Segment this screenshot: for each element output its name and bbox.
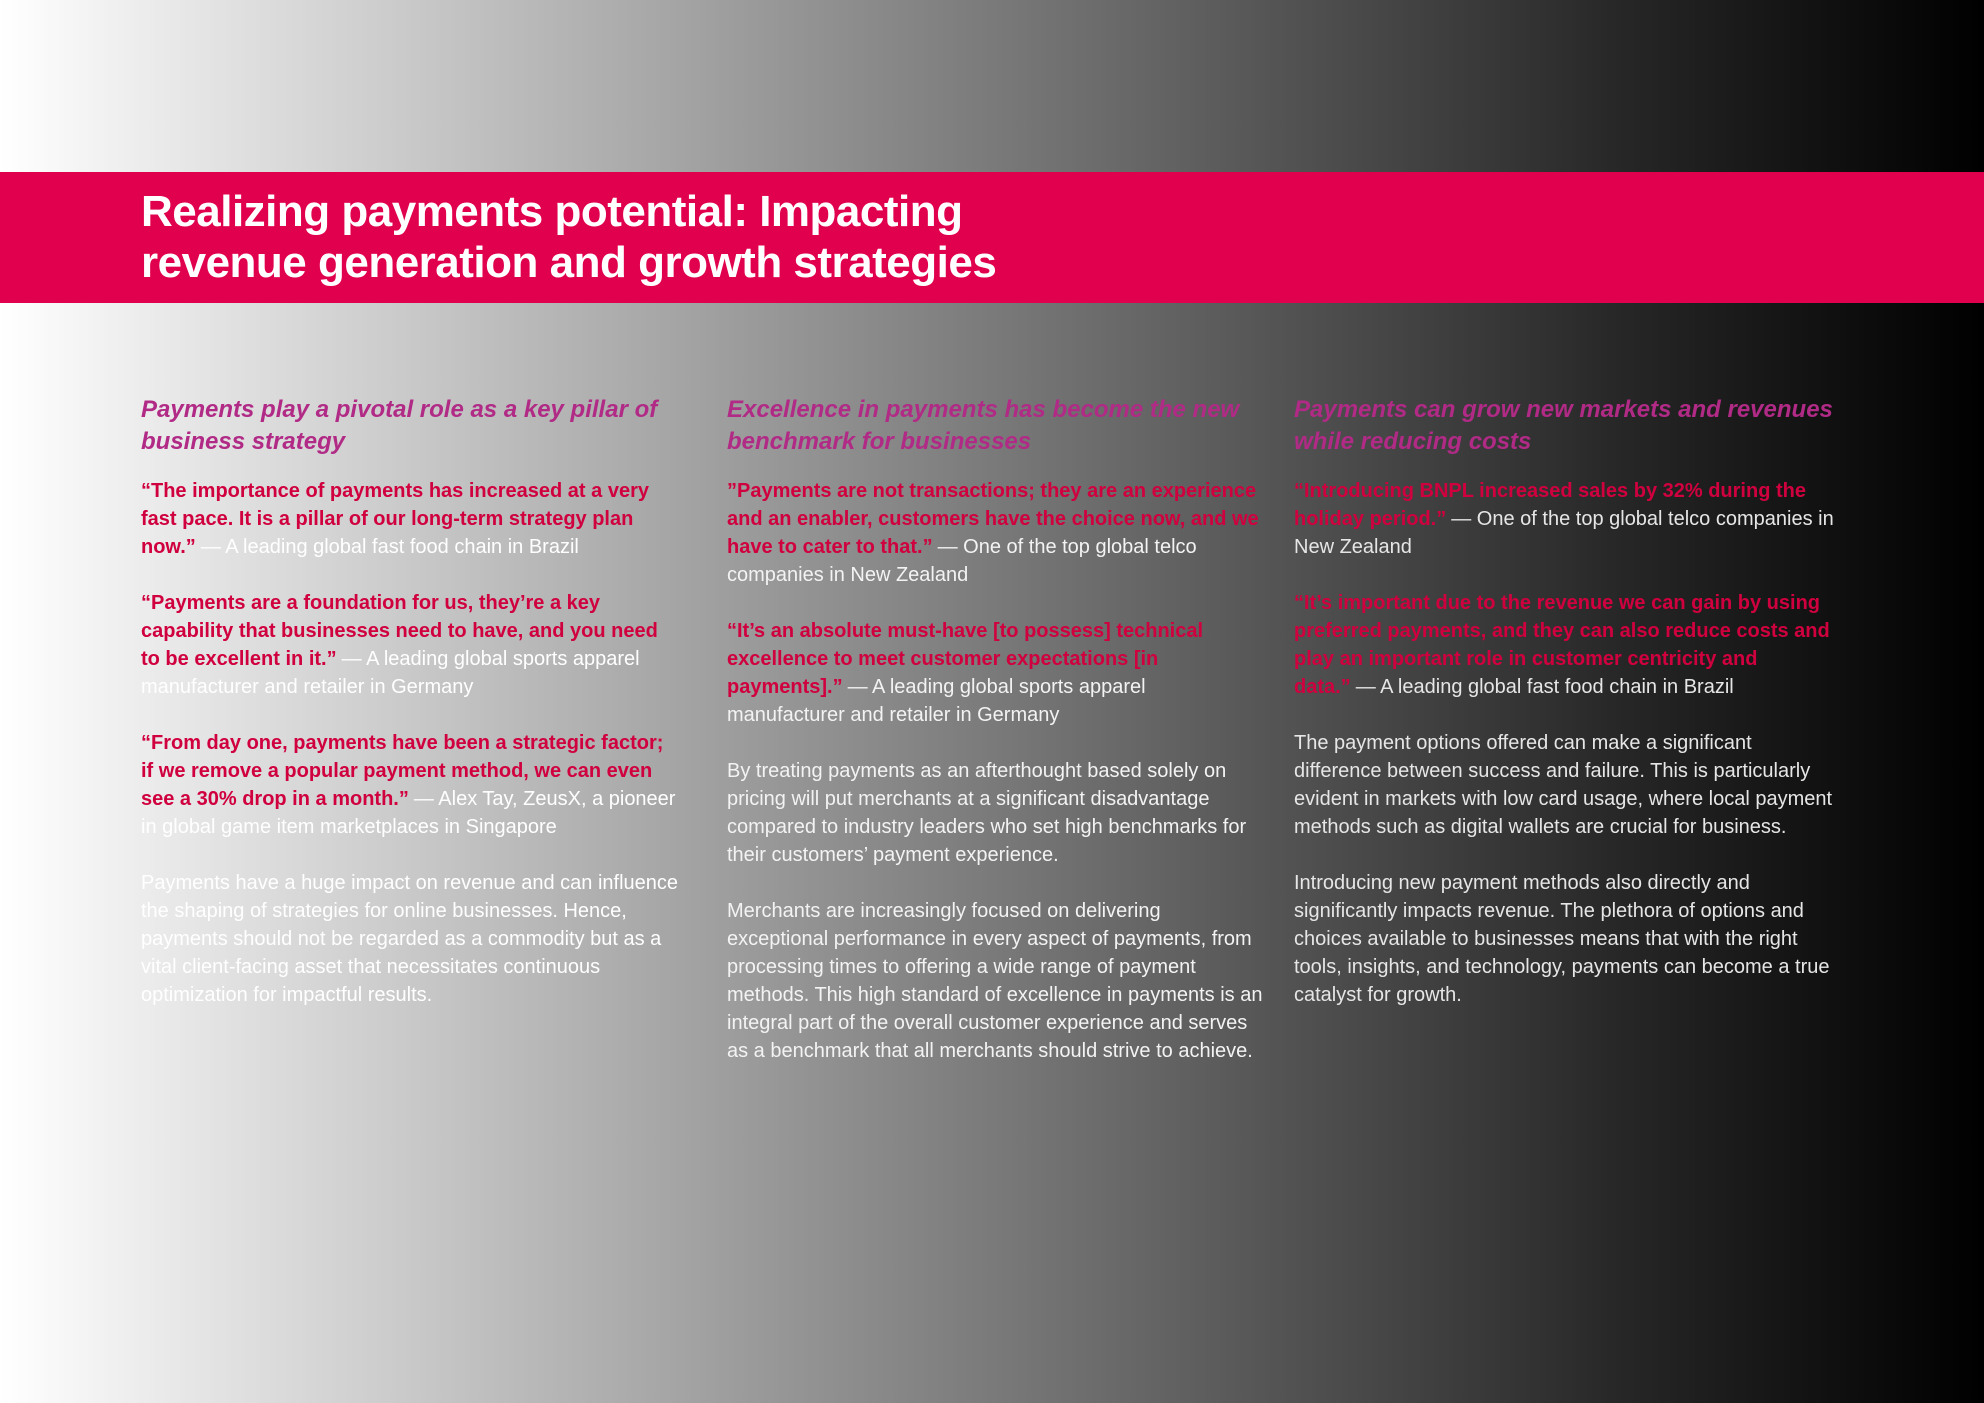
body-paragraph: Payments have a huge impact on revenue and can influence the shaping of strategies for online businesses. Hence, payments should not be regarded as a commodity but as a vital client-facing asset that necessitates continuous optimization for impactful results. bbox=[141, 872, 679, 1006]
quote-text: ”Payments are not transactions; they are an experience and an enabler, customers have the choice now, and we have to cater to that.” bbox=[727, 480, 1259, 558]
quote-text: “Payments are a foundation for us, they’re a key capability that businesses need to have, and you need to be excellent in it.” bbox=[141, 592, 658, 670]
column-strategy bbox=[141, 394, 681, 1037]
body-paragraph: Introducing new payment methods also directly and significantly impacts revenue. The plethora of options and choices available to businesses means that with the right tools, insights, and technology, payments can become a true catalyst for growth. bbox=[1294, 872, 1830, 1006]
quote-attribution: — A leading global sports apparel manufacturer and retailer in Germany bbox=[141, 648, 640, 698]
quote-block bbox=[141, 729, 681, 841]
column-heading: Payments can grow new markets and revenues while reducing costs bbox=[1294, 396, 1833, 455]
quote-attribution: — A leading global sports apparel manufacturer and retailer in Germany bbox=[727, 676, 1146, 726]
quote-block bbox=[1294, 589, 1834, 701]
column-excellence bbox=[727, 394, 1267, 1093]
body-paragraph: Merchants are increasingly focused on delivering exceptional performance in every aspect of payments, from processing times to offering a wide range of payment methods. This high standard of excellence in payments is an integral part of the overall customer experience and serves as a benchmark that all merchants should strive to achieve. bbox=[727, 900, 1263, 1062]
quote-text: “The importance of payments has increased at a very fast pace. It is a pillar of our long-term strategy plan now.” bbox=[141, 480, 649, 558]
quote-block bbox=[727, 477, 1267, 589]
quote-block bbox=[141, 477, 681, 561]
quote-text: “It’s an absolute must-have [to possess] technical excellence to meet customer expectations [in payments].” bbox=[727, 620, 1204, 698]
quote-attribution: — A leading global fast food chain in Brazil bbox=[1355, 676, 1734, 698]
quote-text: “From day one, payments have been a strategic factor; if we remove a popular payment method, we can even see a 30% drop in a month.” bbox=[141, 732, 664, 810]
quote-text: “It’s important due to the revenue we can gain by using preferred payments, and they can also reduce costs and play an important role in customer centricity and data.” bbox=[1294, 592, 1830, 698]
title-banner bbox=[0, 172, 1984, 303]
quote-text: “Introducing BNPL increased sales by 32% during the holiday period.” bbox=[1294, 480, 1806, 530]
body-paragraph: The payment options offered can make a significant difference between success and failure. This is particularly evident in markets with low card usage, where local payment methods such as digital wallets are crucial for business. bbox=[1294, 732, 1833, 838]
page-title-line-1: Realizing payments potential: Impacting bbox=[141, 187, 963, 236]
column-growth bbox=[1294, 394, 1834, 1037]
body-paragraph: By treating payments as an afterthought based solely on pricing will put merchants at a significant disadvantage compared to industry leaders who set high benchmarks for their customers’ payment experience. bbox=[727, 760, 1247, 866]
quote-attribution: — One of the top global telco companies in New Zealand bbox=[1294, 508, 1834, 558]
quote-block bbox=[1294, 477, 1834, 561]
page-title bbox=[141, 186, 1141, 288]
column-heading: Payments play a pivotal role as a key pillar of business strategy bbox=[141, 396, 658, 455]
column-heading: Excellence in payments has become the new benchmark for businesses bbox=[727, 396, 1240, 455]
quote-block bbox=[727, 617, 1267, 729]
quote-block bbox=[141, 589, 681, 701]
quote-attribution: — One of the top global telco companies in New Zealand bbox=[727, 536, 1197, 586]
quote-attribution: — Alex Tay, ZeusX, a pioneer in global game item marketplaces in Singapore bbox=[141, 788, 676, 838]
page-title-line-2: revenue generation and growth strategies bbox=[141, 238, 997, 287]
quote-attribution: — A leading global fast food chain in Brazil bbox=[200, 536, 579, 558]
